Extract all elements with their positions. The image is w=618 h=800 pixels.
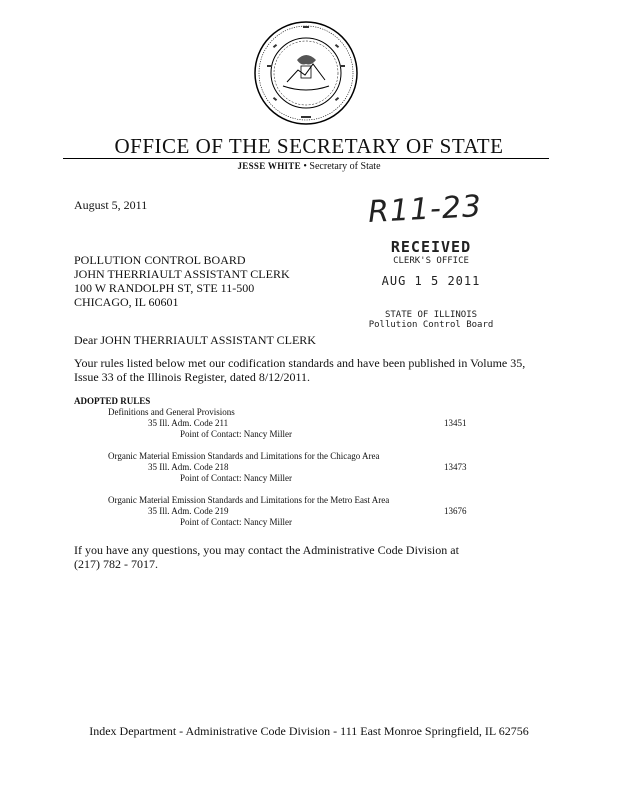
rule-contact: Point of Contact: Nancy Miller (180, 473, 292, 483)
rule-page: 13676 (444, 506, 467, 516)
address-line: POLLUTION CONTROL BOARD (74, 253, 246, 267)
stamp-state-line: STATE OF ILLINOIS (384, 310, 478, 320)
rule-contact: Point of Contact: Nancy Miller (180, 429, 292, 439)
rule-page: 13451 (444, 418, 467, 428)
rule-page: 13473 (444, 462, 467, 472)
recipient-address (74, 253, 290, 309)
stamp-clerks-office: CLERK'S OFFICE (393, 256, 469, 266)
contact-phone: (217) 782 - 7017. (74, 557, 158, 571)
header-divider (63, 158, 549, 159)
closing-line: If you have any questions, you may contact the Administrative Code Division at (74, 543, 459, 557)
adopted-rules-heading: ADOPTED RULES (74, 396, 151, 406)
rule-description: Organic Material Emission Standards and Limitations for the Metro East Area (108, 495, 390, 505)
footer-address: Index Department - Administrative Code Division - 111 East Monroe Springfield, IL 62756 (89, 724, 529, 738)
office-title: OFFICE OF THE SECRETARY OF STATE (114, 134, 504, 158)
received-stamp (366, 238, 496, 330)
bullet-separator: • (303, 161, 310, 172)
body-paragraph: Your rules listed below met our codification standards and have been published in Volume 35, Issue 33 of the Illinois Register, dated 8/12/2011. (74, 356, 526, 384)
secretary-line (0, 161, 618, 172)
rule-code: 35 Ill. Adm. Code 218 (148, 462, 229, 472)
address-line: JOHN THERRIAULT ASSISTANT CLERK (74, 267, 290, 281)
secretary-role: Secretary of State (309, 161, 381, 172)
secretary-name: JESSE WHITE (237, 161, 301, 171)
letter-date: August 5, 2011 (74, 198, 148, 212)
rule-description: Definitions and General Provisions (108, 407, 235, 417)
stamp-received: RECEIVED (390, 238, 472, 256)
rule-description: Organic Material Emission Standards and Limitations for the Chicago Area (108, 451, 380, 461)
rule-code: 35 Ill. Adm. Code 211 (148, 418, 229, 428)
address-line: CHICAGO, IL 60601 (74, 295, 179, 309)
rule-contact: Point of Contact: Nancy Miller (180, 517, 292, 527)
closing-paragraph (74, 543, 544, 571)
address-line: 100 W RANDOLPH ST, STE 11-500 (74, 281, 255, 295)
handwritten-docket-number: R11-23 (367, 189, 483, 230)
stamp-board-line: Pollution Control Board (368, 320, 494, 330)
state-seal-image (253, 20, 359, 126)
rule-code: 35 Ill. Adm. Code 219 (148, 506, 229, 516)
stamp-date: AUG 1 5 2011 (381, 274, 481, 288)
salutation: Dear JOHN THERRIAULT ASSISTANT CLERK (74, 333, 316, 347)
